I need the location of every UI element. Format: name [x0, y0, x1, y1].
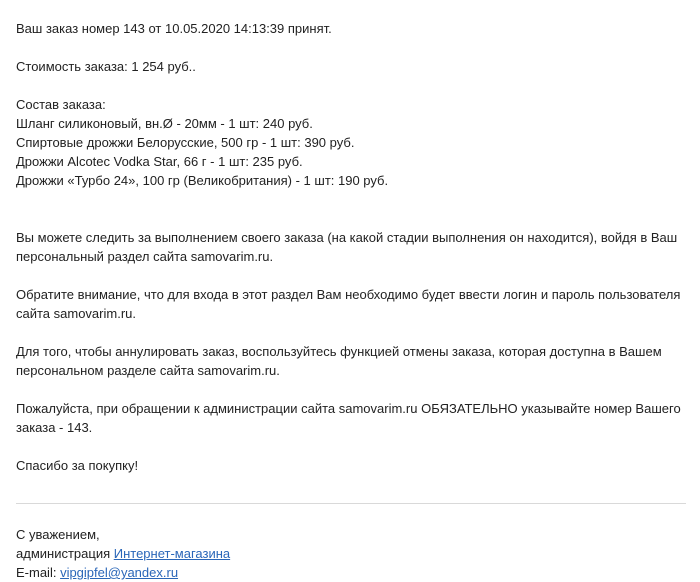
email-link[interactable]: vipgipfel@yandex.ru — [60, 565, 179, 580]
login-note: Обратите внимание, что для входа в этот раздел Вам необходимо будет ввести логин и пароль пользователя сайта samovarim.ru. — [16, 287, 681, 321]
admin-line — [16, 544, 684, 563]
thanks-text: Спасибо за покупку! — [16, 458, 139, 473]
admin-prefix: администрация — [16, 546, 114, 561]
signature-divider — [16, 503, 686, 504]
order-total-text: Стоимость заказа: 1 254 руб.. — [16, 59, 196, 74]
contact-note: Пожалуйста, при обращении к администрации сайта samovarim.ru ОБЯЗАТЕЛЬНО указывайте номер Вашего заказа - 143. — [16, 401, 681, 435]
order-item: Шланг силиконовый, вн.Ø - 20мм - 1 шт: 240 руб. — [16, 116, 313, 131]
order-item: Дрожжи Alcotec Vodka Star, 66 г - 1 шт: 235 руб. — [16, 154, 303, 169]
signature — [16, 525, 684, 582]
order-item: Спиртовые дрожжи Белорусские, 500 гр - 1 шт: 390 руб. — [16, 135, 355, 150]
shop-link[interactable]: Интернет-магазина — [113, 546, 231, 561]
regards-text: С уважением, — [16, 527, 100, 542]
tracking-info: Вы можете следить за выполнением своего заказа (на какой стадии выполнения он находится), войдя в Ваш персональный раздел сайта samovarim.ru. — [16, 230, 678, 264]
cancel-note: Для того, чтобы аннулировать заказ, воспользуйтесь функцией отмены заказа, которая доступна в Вашем персональном разделе сайта samovarim.ru. — [16, 344, 662, 378]
order-composition — [16, 95, 684, 190]
order-item: Дрожжи «Турбо 24», 100 гр (Великобритания) - 1 шт: 190 руб. — [16, 173, 389, 188]
email-prefix: E-mail: — [16, 565, 61, 580]
order-accepted-text: Ваш заказ номер 143 от 10.05.2020 14:13:39 принят. — [16, 21, 332, 36]
email-line — [16, 563, 684, 582]
composition-heading: Состав заказа: — [16, 97, 106, 112]
